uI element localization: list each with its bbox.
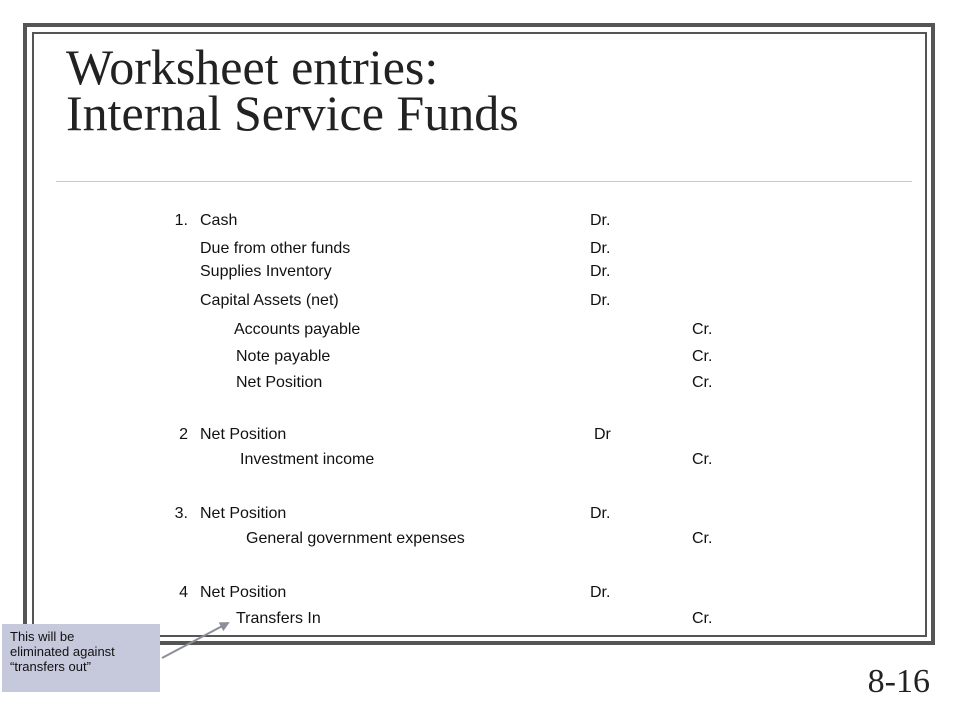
- entry-side: Cr.: [692, 530, 713, 547]
- title-line-2: Internal Service Funds: [66, 85, 519, 141]
- callout-line-3: “transfers out”: [10, 659, 91, 674]
- entry-account: Capital Assets (net): [200, 292, 339, 309]
- entry-side: Dr.: [590, 505, 611, 522]
- entry-number: 1.: [174, 212, 188, 229]
- entry-account: General government expenses: [246, 530, 465, 547]
- entry-account: Accounts payable: [234, 321, 361, 338]
- entry-account: Cash: [200, 212, 238, 229]
- entry-account: Net Position: [236, 374, 323, 391]
- entry-account: Net Position: [200, 584, 287, 601]
- entry-side: Dr.: [590, 212, 611, 229]
- entry-side: Cr.: [692, 321, 713, 338]
- entry-account: Supplies Inventory: [200, 263, 332, 280]
- entry-number: 2: [179, 426, 188, 443]
- callout-note: [2, 624, 160, 692]
- callout-line-1: This will be: [10, 629, 75, 644]
- title-line-1: Worksheet entries:: [66, 39, 439, 95]
- entry-account: Net Position: [200, 426, 287, 443]
- entry-side: Cr.: [692, 610, 713, 627]
- entry-side: Dr.: [590, 240, 611, 257]
- entry-number: 3.: [174, 505, 188, 522]
- entry-account: Transfers In: [236, 610, 321, 627]
- entry-account: Net Position: [200, 505, 287, 522]
- entry-side: Dr: [594, 426, 611, 443]
- entry-side: Dr.: [590, 263, 611, 280]
- entry-account: Investment income: [240, 451, 375, 468]
- entry-number: 4: [179, 584, 188, 601]
- entry-account: Note payable: [236, 348, 331, 365]
- title-divider: [56, 181, 912, 182]
- page-number: 8-16: [867, 663, 930, 700]
- entry-side: Cr.: [692, 348, 713, 365]
- entry-side: Cr.: [692, 374, 713, 391]
- entry-side: Dr.: [590, 584, 611, 601]
- entry-account: Due from other funds: [200, 240, 351, 257]
- callout-line-2: eliminated against: [10, 644, 115, 659]
- entry-side: Cr.: [692, 451, 713, 468]
- slide-title: [66, 39, 519, 141]
- entry-side: Dr.: [590, 292, 611, 309]
